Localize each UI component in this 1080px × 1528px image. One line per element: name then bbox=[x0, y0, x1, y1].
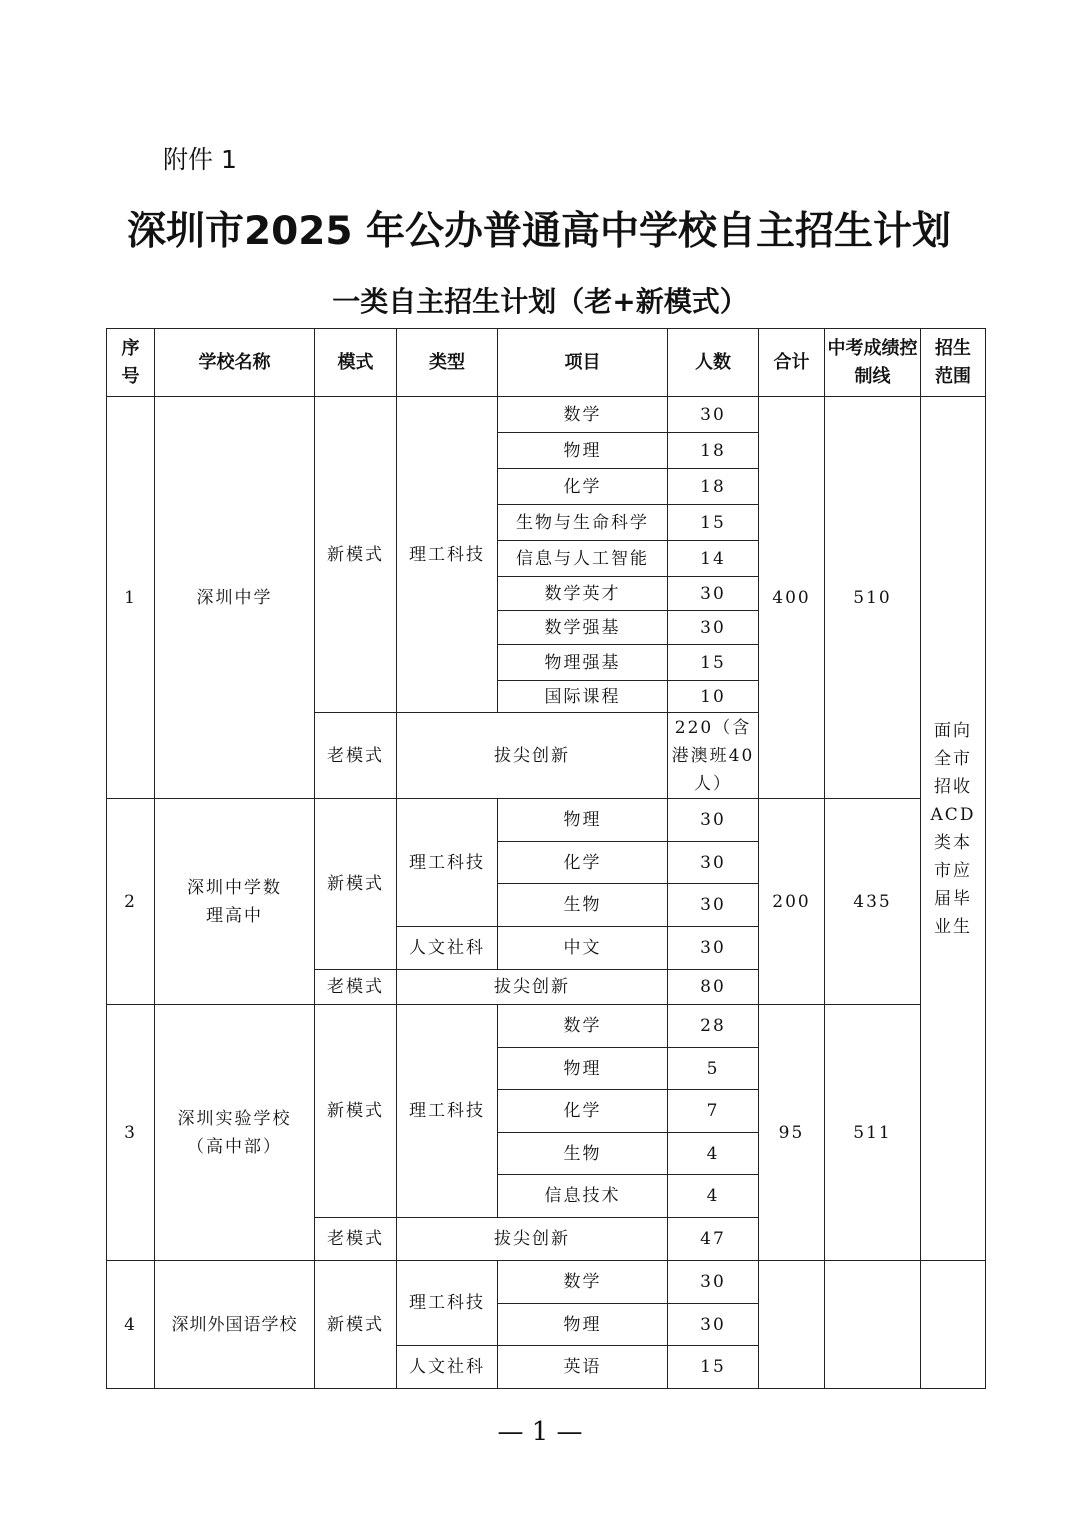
score-line-cell bbox=[825, 1261, 921, 1389]
school-no: 1 bbox=[107, 397, 155, 799]
project-cell: 中文 bbox=[498, 927, 668, 970]
table-subtitle: 一类自主招生计划（老+新模式） bbox=[332, 285, 748, 318]
count-cell: 30 bbox=[668, 1261, 759, 1304]
project-cell: 物理 bbox=[498, 1304, 668, 1346]
count-cell: 47 bbox=[668, 1218, 759, 1261]
project-cell: 物理 bbox=[498, 1048, 668, 1090]
count-cell: 18 bbox=[668, 469, 759, 505]
header-project: 项目 bbox=[498, 329, 668, 397]
count-cell: 80 bbox=[668, 970, 759, 1005]
admission-plan-table bbox=[106, 328, 986, 1389]
project-cell: 生物 bbox=[498, 884, 668, 927]
mode-cell: 新模式 bbox=[315, 799, 397, 970]
mode-cell: 老模式 bbox=[315, 1218, 397, 1261]
project-cell: 拔尖创新 bbox=[397, 1218, 668, 1261]
type-cell: 理工科技 bbox=[397, 1261, 498, 1346]
scope-cell-continued bbox=[921, 1261, 986, 1389]
table-row bbox=[107, 1005, 986, 1048]
project-cell: 数学 bbox=[498, 1261, 668, 1304]
count-cell: 30 bbox=[668, 884, 759, 927]
school-name: 深圳实验学校（高中部） bbox=[155, 1005, 315, 1261]
count-cell: 30 bbox=[668, 842, 759, 884]
header-count: 人数 bbox=[668, 329, 759, 397]
school-no: 2 bbox=[107, 799, 155, 1005]
project-cell: 化学 bbox=[498, 842, 668, 884]
header-total: 合计 bbox=[759, 329, 825, 397]
total-cell: 95 bbox=[759, 1005, 825, 1261]
project-cell: 数学英才 bbox=[498, 577, 668, 611]
table-row bbox=[107, 397, 986, 433]
count-cell: 7 bbox=[668, 1090, 759, 1133]
score-line-cell: 510 bbox=[825, 397, 921, 799]
project-cell: 物理强基 bbox=[498, 645, 668, 681]
project-cell: 拔尖创新 bbox=[397, 970, 668, 1005]
type-cell: 理工科技 bbox=[397, 1005, 498, 1218]
total-cell: 200 bbox=[759, 799, 825, 1005]
type-cell: 人文社科 bbox=[397, 927, 498, 970]
mode-cell: 老模式 bbox=[315, 970, 397, 1005]
count-cell: 30 bbox=[668, 611, 759, 645]
project-cell: 化学 bbox=[498, 469, 668, 505]
count-cell: 15 bbox=[668, 645, 759, 681]
table-header-row bbox=[107, 329, 986, 397]
table-row bbox=[107, 799, 986, 842]
total-cell bbox=[759, 1261, 825, 1389]
mode-cell: 老模式 bbox=[315, 713, 397, 799]
document-title bbox=[0, 200, 1080, 256]
header-mode: 模式 bbox=[315, 329, 397, 397]
mode-cell: 新模式 bbox=[315, 1261, 397, 1389]
project-cell: 数学 bbox=[498, 397, 668, 433]
school-name: 深圳中学 bbox=[155, 397, 315, 799]
page-number: — 1 — bbox=[497, 1417, 583, 1447]
mode-cell: 新模式 bbox=[315, 1005, 397, 1218]
count-cell: 18 bbox=[668, 433, 759, 469]
count-cell: 14 bbox=[668, 541, 759, 577]
project-cell: 英语 bbox=[498, 1346, 668, 1389]
count-cell: 5 bbox=[668, 1048, 759, 1090]
school-no: 4 bbox=[107, 1261, 155, 1389]
count-cell: 4 bbox=[668, 1133, 759, 1175]
score-line-cell: 435 bbox=[825, 799, 921, 1005]
header-type: 类型 bbox=[397, 329, 498, 397]
count-cell: 4 bbox=[668, 1175, 759, 1218]
count-cell: 30 bbox=[668, 577, 759, 611]
header-score-line: 中考成绩控制线 bbox=[825, 329, 921, 397]
table-row bbox=[107, 1261, 986, 1304]
project-cell: 生物 bbox=[498, 1133, 668, 1175]
count-cell: 10 bbox=[668, 681, 759, 713]
project-cell: 拔尖创新 bbox=[397, 713, 668, 799]
school-name: 深圳中学数理高中 bbox=[155, 799, 315, 1005]
project-cell: 国际课程 bbox=[498, 681, 668, 713]
type-cell: 理工科技 bbox=[397, 397, 498, 713]
count-cell: 30 bbox=[668, 927, 759, 970]
project-cell: 信息技术 bbox=[498, 1175, 668, 1218]
type-cell: 理工科技 bbox=[397, 799, 498, 927]
score-line-cell: 511 bbox=[825, 1005, 921, 1261]
count-cell: 220（含港澳班40人） bbox=[668, 713, 759, 799]
project-cell: 化学 bbox=[498, 1090, 668, 1133]
count-cell: 30 bbox=[668, 397, 759, 433]
project-cell: 物理 bbox=[498, 799, 668, 842]
project-cell: 数学 bbox=[498, 1005, 668, 1048]
count-cell: 28 bbox=[668, 1005, 759, 1048]
type-cell: 人文社科 bbox=[397, 1346, 498, 1389]
count-cell: 15 bbox=[668, 505, 759, 541]
project-cell: 信息与人工智能 bbox=[498, 541, 668, 577]
school-name: 深圳外国语学校 bbox=[155, 1261, 315, 1389]
school-no: 3 bbox=[107, 1005, 155, 1261]
scope-cell: 面向全市招收ACD类本市应届毕业生 bbox=[921, 397, 986, 1261]
project-cell: 数学强基 bbox=[498, 611, 668, 645]
document-title-text: 深圳市2025 年公办普通高中学校自主招生计划 bbox=[126, 209, 952, 254]
count-cell: 15 bbox=[668, 1346, 759, 1389]
mode-cell: 新模式 bbox=[315, 397, 397, 713]
total-cell: 400 bbox=[759, 397, 825, 799]
project-cell: 生物与生命科学 bbox=[498, 505, 668, 541]
header-school: 学校名称 bbox=[155, 329, 315, 397]
count-cell: 30 bbox=[668, 799, 759, 842]
attachment-label: 附件 1 bbox=[163, 145, 237, 174]
count-cell: 30 bbox=[668, 1304, 759, 1346]
project-cell: 物理 bbox=[498, 433, 668, 469]
header-no: 序号 bbox=[107, 329, 155, 397]
header-scope: 招生范围 bbox=[921, 329, 986, 397]
